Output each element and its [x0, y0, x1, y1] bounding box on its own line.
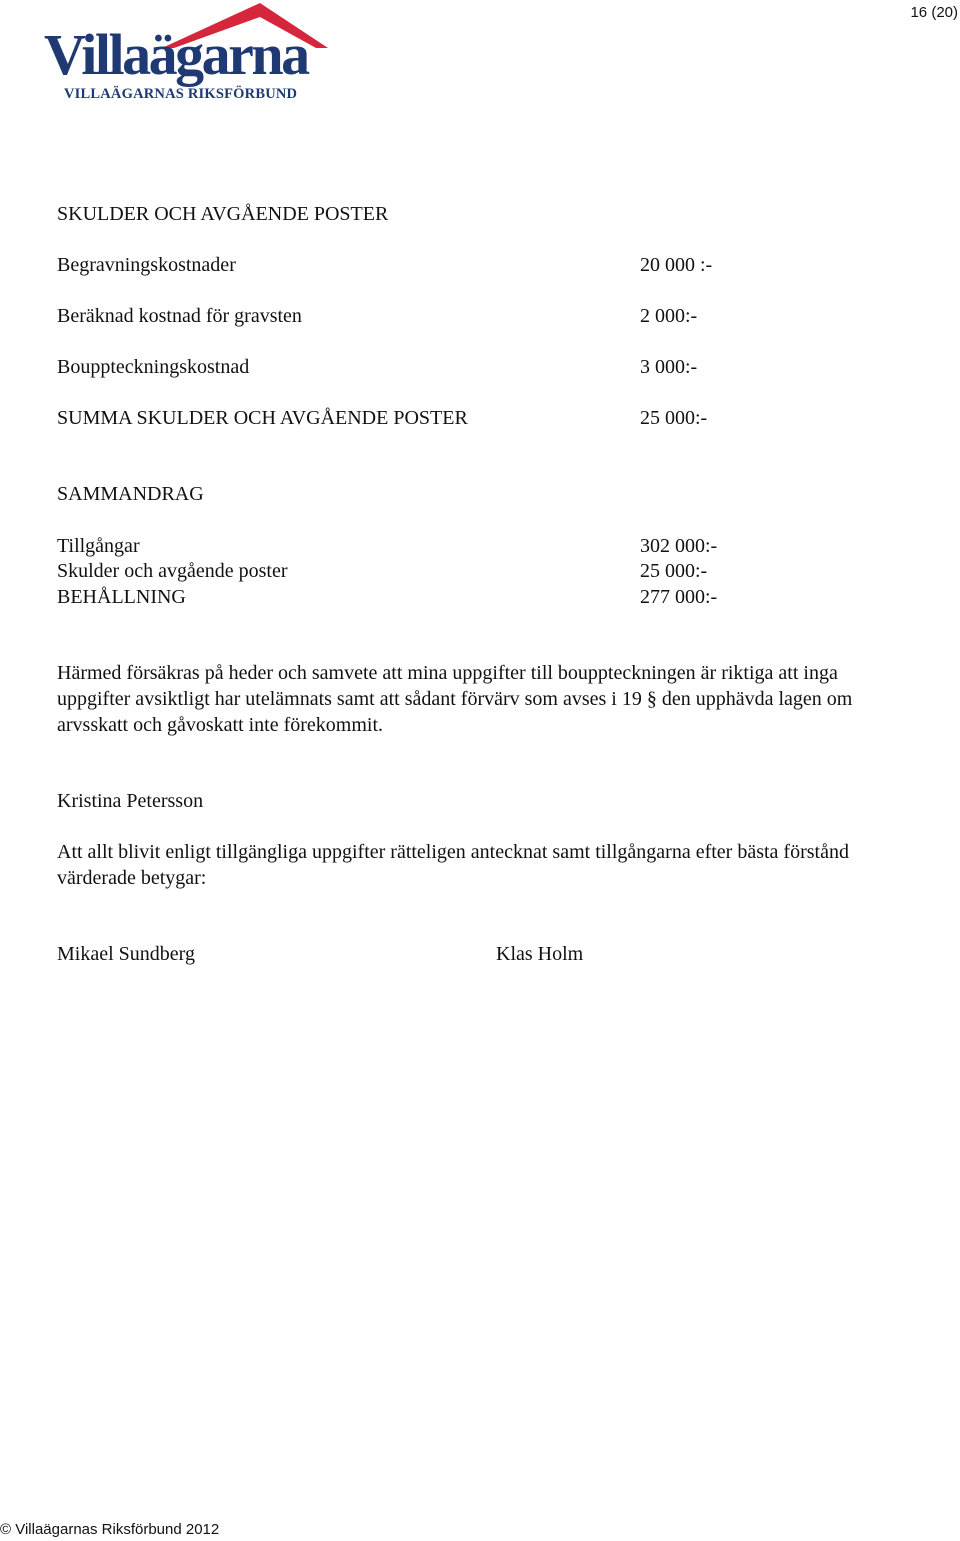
witness-name: Mikael Sundberg: [57, 943, 195, 965]
debt-amount: 3 000:-: [640, 356, 698, 378]
declarant-name: Kristina Petersson: [57, 790, 204, 812]
debt-amount: 20 000 :-: [640, 254, 713, 276]
debt-label: Bouppteckningskostnad: [57, 356, 250, 378]
debt-label: Begravningskostnader: [57, 254, 236, 276]
logo: [44, 0, 336, 106]
summary-heading: SAMMANDRAG: [57, 483, 204, 505]
summary-label: Skulder och avgående poster: [57, 560, 288, 582]
debt-label: Beräknad kostnad för gravsten: [57, 305, 302, 327]
debt-total-amount: 25 000:-: [640, 407, 708, 429]
summary-amount: 25 000:-: [640, 560, 708, 582]
summary-amount: 302 000:-: [640, 535, 718, 557]
logo-subline: VILLAÄGARNAS RIKSFÖRBUND: [64, 86, 298, 102]
summary-amount: 277 000:-: [640, 586, 718, 608]
debt-amount: 2 000:-: [640, 305, 698, 327]
footer-copyright: © Villaägarnas Riksförbund 2012: [0, 1521, 220, 1538]
page-number: 16 (20): [910, 4, 958, 21]
debt-total-label: SUMMA SKULDER OCH AVGÅENDE POSTER: [57, 407, 468, 429]
summary-label: BEHÅLLNING: [57, 586, 186, 608]
debts-heading: SKULDER OCH AVGÅENDE POSTER: [57, 203, 389, 225]
summary-label: Tillgångar: [57, 535, 140, 557]
affirmation-paragraph: Härmed försäkras på heder och samvete att mina uppgifter till bouppteckningen är riktiga att inga uppgifter avsiktligt har utelämnats samt att sådant förvärv som avses i 19 § den upphävda lagen om arvsskatt och gåvoskatt inte förekommit.: [57, 662, 853, 736]
certification-paragraph: Att allt blivit enligt tillgängliga uppgifter rätteligen antecknat samt tillgångarna efter bästa förstånd värderade betygar:: [57, 841, 849, 889]
witness-name: Klas Holm: [496, 943, 584, 965]
logo-wordmark: Villaägarna: [44, 22, 308, 87]
